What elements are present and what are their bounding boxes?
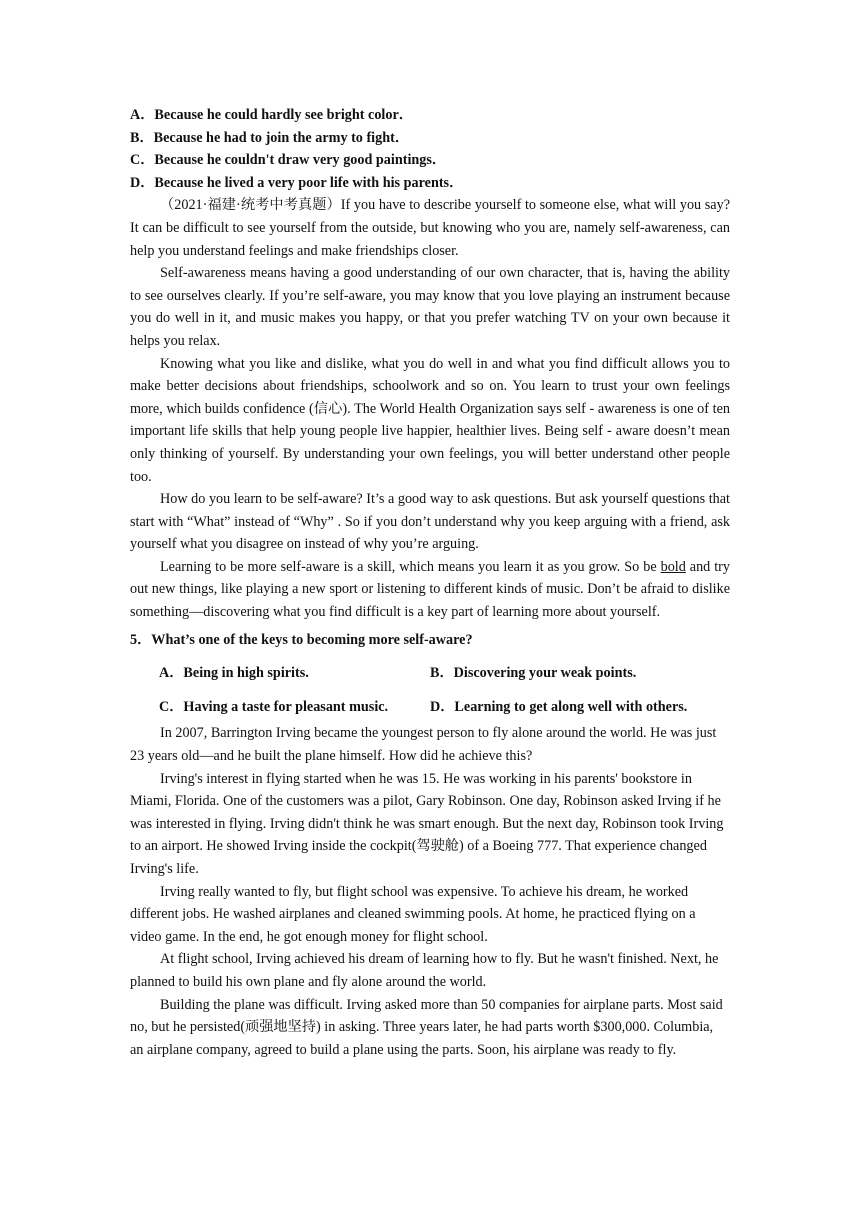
question-5-choices (130, 662, 730, 718)
prev-option-b: B．Because he had to join the army to fight． (130, 129, 410, 146)
passage2-paragraph-1: In 2007, Barrington Irving became the youngest person to fly alone around the world. He was just 23 years old—and he built the plane himself. How did he achieve this? (130, 725, 717, 765)
underlined-word-bold: bold (660, 558, 686, 575)
prev-option-a: A．Because he could hardly see bright color． (130, 107, 413, 123)
choice-b: B．Discovering your weak points. (430, 665, 637, 682)
passage2-paragraph-4: At flight school, Irving achieved his dream of learning how to fly. But he wasn't finished. Next, he planned to build his own plane and fly alone around the world. (130, 951, 719, 990)
question-5-stem: 5．What’s one of the keys to becoming more self-aware? (130, 631, 473, 648)
passage2-paragraph-3: Irving really wanted to fly, but flight school was expensive. To achieve his dream, he worked different jobs. He washed airplanes and cleaned swimming pools. At home, he practiced flying on a video game. In the end, he got enough money for flight school. (130, 883, 696, 945)
passage1-paragraph-5 (130, 556, 730, 624)
p5-text-before: Learning to be more self-aware is a skill, which means you learn it as you grow. So be (160, 558, 661, 575)
p5-text-after: and try out new things, like playing a new sport or listening to different kinds of music. Don’t be afraid to dislike something—discovering what you find difficult is a key part of learning more about yourself. (130, 558, 730, 621)
passage1-paragraph-1: （2021·福建·统考中考真题）If you have to describe yourself to someone else, what will you say? It can be difficult to see yourself from the outside, but knowing who you are, namely self-awareness, can help you understand feelings and make friendships closer. (130, 197, 730, 259)
passage1-paragraph-2: Self-awareness means having a good understanding of our own character, that is, having the ability to see ourselves clearly. If you’re self-aware, you may know that you love playing an instrument because you do well in it, and music makes you happy, or that you prefer watching TV on your own because it helps you relax. (130, 265, 730, 349)
passage1-paragraph-3: Knowing what you like and dislike, what you do well in and what you find difficult allows you to make better decisions about friendships, schoolwork and so on. You learn to trust your own feelings more, which builds confidence (信心). The World Health Organization says self - awareness is one of ten important life skills that help young people live happier, healthier lives. Being self - aware doesn’t mean only thinking of yourself. By understanding your own feelings, you will better understand other people too. (130, 355, 730, 485)
prev-option-c: C．Because he couldn't draw very good paintings． (130, 152, 447, 169)
choice-d: D．Learning to get along well with others. (430, 698, 688, 715)
document-page (130, 104, 730, 1061)
passage1-paragraph-4: How do you learn to be self-aware? It’s a good way to ask questions. But ask yourself questions that start with “What” instead of “Why” . So if you don’t understand why you keep arguing with a friend, ask yourself what you disagree on instead of why you’re arguing. (130, 491, 730, 553)
passage2-paragraph-5: Building the plane was difficult. Irving asked more than 50 companies for airplane parts. Most said no, but he persisted(顽强地坚持) in asking. Three years later, he had parts worth $300,000. Columbia, an airplane company, agreed to build a plane using the parts. Soon, his airplane was ready to fly. (130, 996, 723, 1058)
choice-a: A．Being in high spirits. (159, 665, 309, 682)
passage2-paragraph-2: Irving's interest in flying started when he was 15. He was working in his parents' bookstore in Miami, Florida. One of the customers was a pilot, Gary Robinson. One day, Robinson asked Irving if he was interested in flying. Irving didn't think he was smart enough. But the next day, Robinson took Irving to an airport. He showed Irving inside the cockpit(驾驶舱) of a Boeing 777. That experience changed Irving's life. (130, 770, 724, 877)
prev-option-d: D．Because he lived a very poor life with his parents． (130, 174, 464, 191)
choice-c: C．Having a taste for pleasant music. (159, 698, 389, 715)
